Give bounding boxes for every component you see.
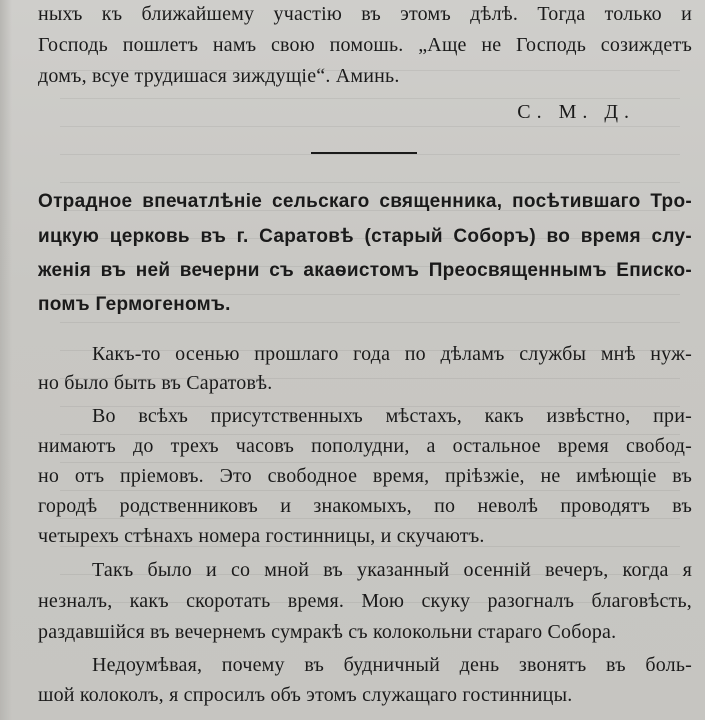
previous-article-line-2: Господь пошлетъ намъ свою помошь. „Аще не Господь созиждетъ xyxy=(38,34,692,56)
paragraph-2-line-3: но отъ пріемовъ. Это свободное время, пріѣзжіе, не имѣющіе въ xyxy=(38,465,692,487)
paragraph-2-line-4: городѣ родственниковъ и знакомыхъ, по неволѣ проводятъ въ xyxy=(38,495,692,517)
paragraph-1-line-1: Какъ-то осенью прошлаго года по дѣламъ службы мнѣ нуж- xyxy=(92,343,692,365)
previous-article-line-1: ныхъ къ ближайшему участію въ этомъ дѣлѣ. Тогда только и xyxy=(38,3,692,25)
paragraph-3-line-3: раздавшійся въ вечернемъ сумракѣ съ колокольни стараго Собора. xyxy=(38,621,617,643)
section-divider xyxy=(311,152,417,154)
page-edge-shadow xyxy=(0,0,12,720)
previous-article-line-3: домъ, всуе трудишася зиждущіе“. Аминь. xyxy=(38,65,400,87)
author-signature: С. М. Д. xyxy=(517,101,635,123)
article-heading-line-4: помъ Гермогеномъ. xyxy=(38,294,231,315)
paragraph-2-line-5: четырехъ стѣнахъ номера гостинницы, и скучаютъ. xyxy=(38,525,485,547)
paragraph-1-line-2: но было быть въ Саратовѣ. xyxy=(38,372,273,394)
paragraph-3-line-2: незналъ, какъ скоротать время. Мою скуку разогналъ благовѣсть, xyxy=(38,590,692,612)
article-heading-line-2: ицкую церковь въ г. Саратовѣ (старый Соборъ) во время слу- xyxy=(38,226,692,247)
article-heading-line-3: женія въ ней вечерни съ акаѳистомъ Преосвященнымъ Еписко- xyxy=(38,260,692,281)
paragraph-2-line-2: нимаютъ до трехъ часовъ пополудни, а остальное время свобод- xyxy=(38,435,692,457)
paragraph-4-line-1: Недоумѣвая, почему въ будничный день звонятъ въ боль- xyxy=(92,654,692,676)
article-heading-line-1: Отрадное впечатлѣніе сельскаго священника, посѣтившаго Тро- xyxy=(38,191,692,212)
paragraph-4-line-2: шой колоколъ, я спросилъ объ этомъ служащаго гостинницы. xyxy=(38,684,573,706)
paragraph-3-line-1: Такъ было и со мной въ указанный осенній вечеръ, когда я xyxy=(92,559,692,581)
paragraph-2-line-1: Во всѣхъ присутственныхъ мѣстахъ, какъ извѣстно, при- xyxy=(92,405,692,427)
